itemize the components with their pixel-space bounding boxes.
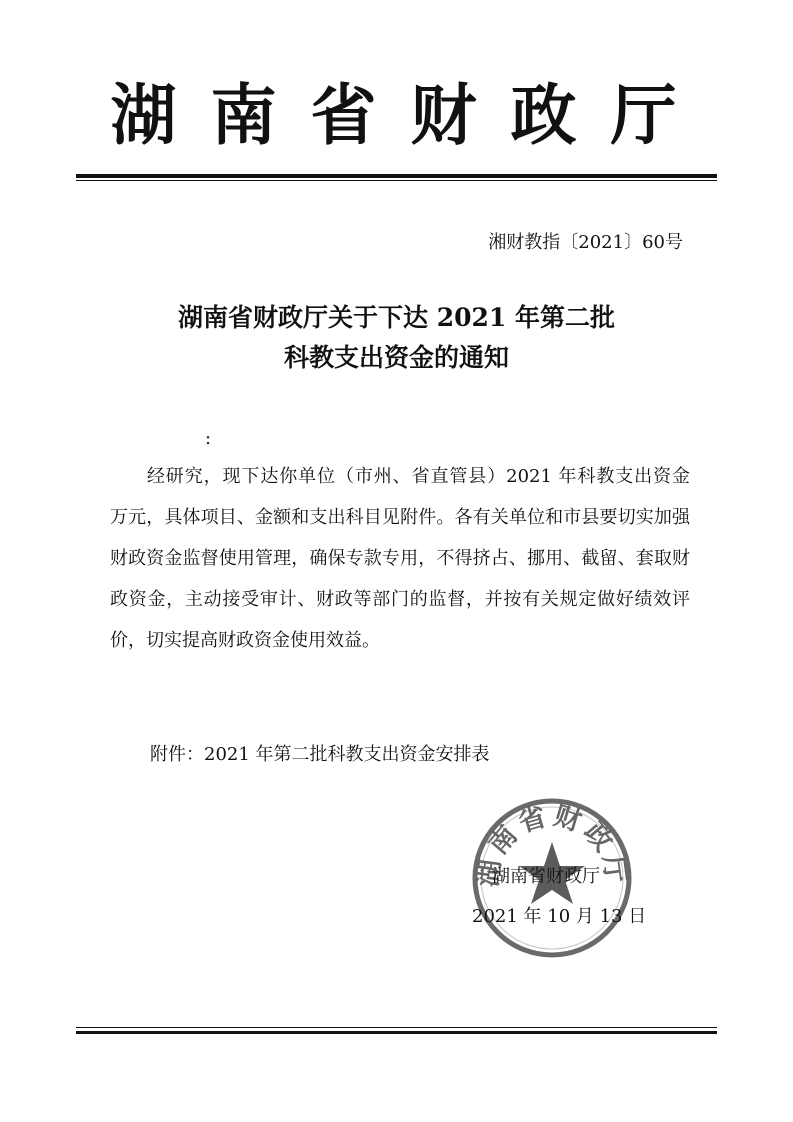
document-number: 湘财教指〔2021〕60号 <box>488 232 683 253</box>
body-paragraph <box>110 456 726 661</box>
body-paragraph-text: 经研究，现下达你单位（市州、省直管县）2021 年科教支出资金 万元，具体项目、金额和支出科目见附件。各有关单位和市县要切实加强财政资金监督使用管理，确保专款专用，不得挤占、挪用、截留、套取财政资金，主动接受审计、财政等部门的监督，并按有关规定做好绩效评价，切实提高财政资金使用效益。 <box>110 466 726 651</box>
masthead-title: 湖南省财政厅 <box>110 76 711 154</box>
title-line-1: 湖南省财政厅关于下达 2021 年第二批 <box>178 303 615 332</box>
salutation: : <box>205 428 212 449</box>
signature-date: 2021 年 10 月 13 日 <box>472 906 647 927</box>
header-rule-thick <box>76 174 717 178</box>
title-line-2: 科教支出资金的通知 <box>283 343 509 372</box>
document-title <box>0 298 793 378</box>
footer-rule-thin <box>76 1027 717 1028</box>
header-rule-thin <box>76 180 717 181</box>
footer-rule-thick <box>76 1031 717 1034</box>
svg-text:湖南省财政厅: 湖南省财政厅 <box>472 800 632 889</box>
attachment-line: 附件：2021 年第二批科教支出资金安排表 <box>150 744 490 765</box>
signature-organization: 湖南省财政厅 <box>492 866 600 887</box>
